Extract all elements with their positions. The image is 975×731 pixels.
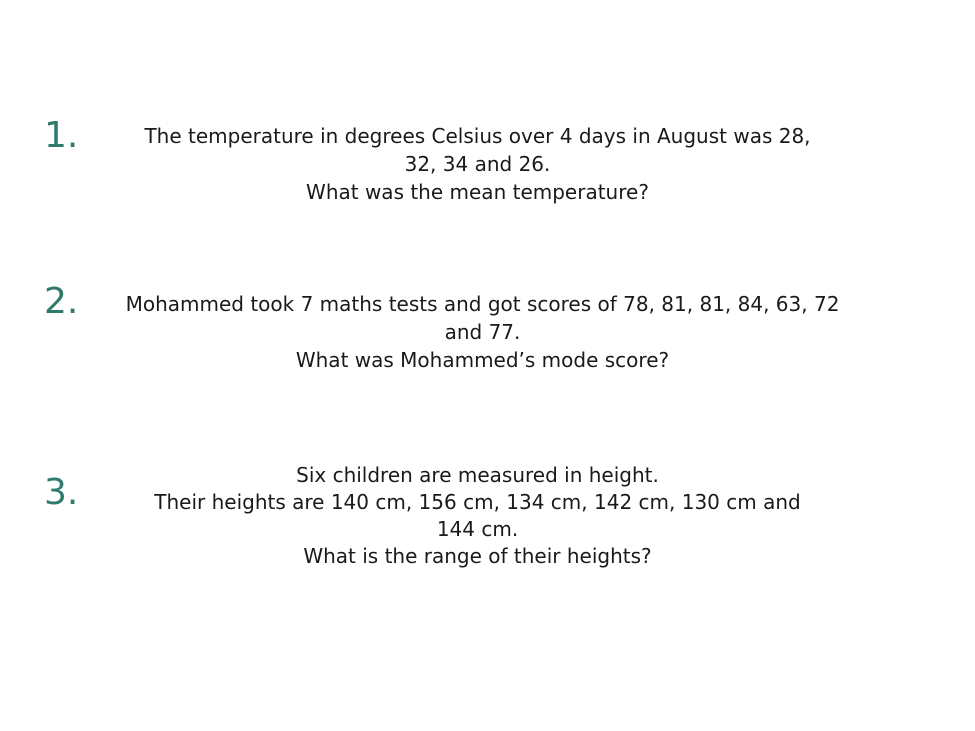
- question-line: 144 cm.: [436, 517, 519, 541]
- question-line: The temperature in degrees Celsius over 4 days in August was 28,: [144, 124, 811, 148]
- question-text: [105, 290, 860, 374]
- question-line: What was the mean temperature?: [306, 180, 649, 204]
- question-line: What is the range of their heights?: [303, 544, 652, 568]
- question-number: 3.: [44, 472, 79, 513]
- question-number: 1.: [44, 115, 79, 156]
- question-text: [145, 462, 810, 570]
- question-line: What was Mohammed’s mode score?: [295, 348, 670, 372]
- question-line: Six children are measured in height.: [296, 463, 659, 487]
- question-line: 32, 34 and 26.: [404, 152, 551, 176]
- question-line: and 77.: [444, 320, 521, 344]
- question-line: Mohammed took 7 maths tests and got scores of 78, 81, 81, 84, 63, 72: [125, 292, 840, 316]
- question-text: [105, 122, 850, 206]
- question-number: 2.: [44, 281, 79, 322]
- question-line: Their heights are 140 cm, 156 cm, 134 cm, 142 cm, 130 cm and: [154, 490, 801, 514]
